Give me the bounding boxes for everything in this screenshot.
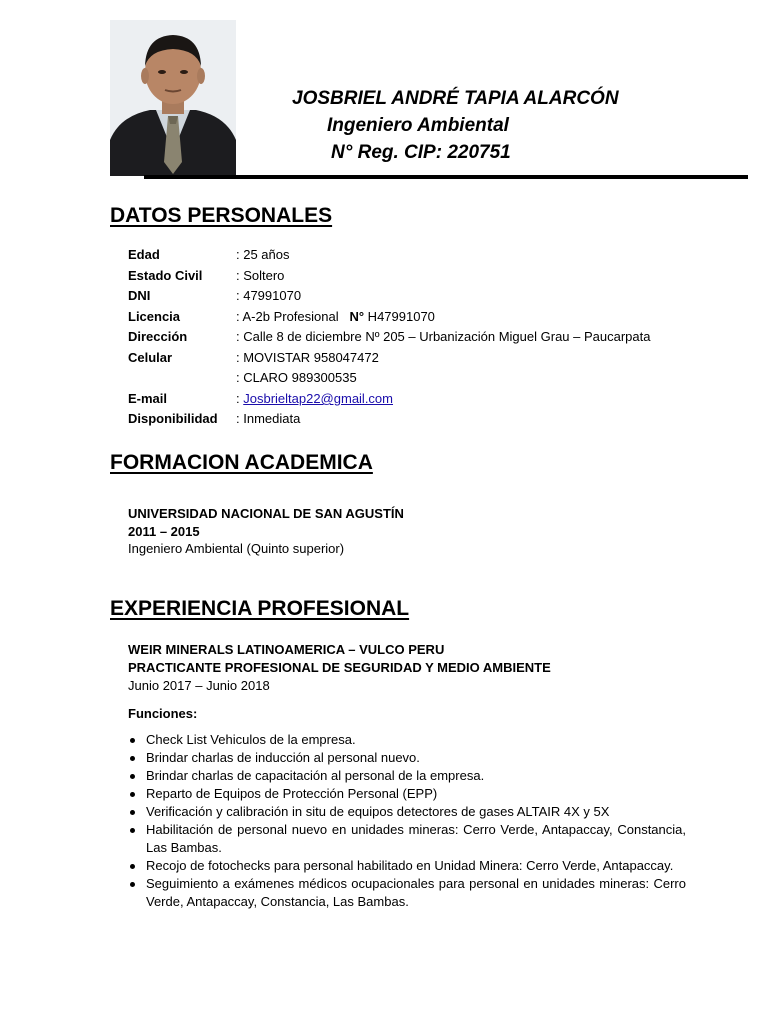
experience-functions-label: Funciones: [128,706,198,721]
bullet-icon [130,882,135,887]
bullet-icon [130,774,135,779]
bullet-icon [130,738,135,743]
availability-label: Disponibilidad [128,411,218,426]
function-text: Brindar charlas de capacitación al personal de la empresa. [146,768,485,783]
list-item [128,767,686,785]
list-item [128,803,686,821]
bullet-icon [130,756,135,761]
experience-position: PRACTICANTE PROFESIONAL DE SEGURIDAD Y MEDIO AMBIENTE [128,660,551,675]
license-label: Licencia [128,309,181,324]
person-portrait-icon [110,20,236,176]
license-number: H47991070 [364,309,435,324]
list-item [128,785,686,803]
dni-label: DNI [128,288,151,303]
phone-label: Celular [128,350,173,365]
function-text: Brindar charlas de inducción al personal nuevo. [146,750,420,765]
bullet-icon [130,828,135,833]
function-text: Check List Vehiculos de la empresa. [146,732,356,747]
experience-period: Junio 2017 – Junio 2018 [128,678,270,693]
license-value [236,307,435,327]
email-label: E-mail [128,391,168,406]
candidate-registration: N° Reg. CIP: 220751 [331,142,511,163]
candidate-profession: Ingeniero Ambiental [327,115,509,136]
age-value: : 25 años [236,247,290,262]
license-category: : A-2b Profesional [236,309,339,324]
license-number-prefix: N° [349,309,365,324]
education-university: UNIVERSIDAD NACIONAL DE SAN AGUSTÍN [128,506,404,521]
civil-value: : Soltero [236,268,285,283]
education-years: 2011 – 2015 [128,524,200,539]
experience-company: WEIR MINERALS LATINOAMERICA – VULCO PERU [128,642,445,657]
profile-photo [110,20,236,176]
bullet-icon [130,864,135,869]
functions-list [128,731,686,911]
age-label: Edad [128,247,160,262]
email-value-wrapper [236,389,393,409]
list-item [128,821,686,857]
dni-value: : 47991070 [236,288,302,303]
section-title-experience: EXPERIENCIA PROFESIONAL [110,597,410,620]
email-link[interactable]: Josbrieltap22@gmail.com [243,391,393,406]
list-item [128,875,686,911]
phone-value-claro: : CLARO 989300535 [236,370,357,385]
function-text: Seguimiento a exámenes médicos ocupacionales para personal en unidades mineras: Cerro Verde, Antapaccay, Constancia, Las Bambas. [146,876,686,909]
function-text: Verificación y calibración in situ de equipos detectores de gases ALTAIR 4X y 5X [146,804,610,819]
email-prefix: : [236,391,244,406]
section-title-education: FORMACION ACADEMICA [110,451,373,474]
function-text: Habilitación de personal nuevo en unidades mineras: Cerro Verde, Antapaccay, Constancia, Las Bambas. [146,822,686,855]
list-item [128,731,686,749]
education-degree: Ingeniero Ambiental (Quinto superior) [128,541,345,556]
function-text: Recojo de fotochecks para personal habilitado en Unidad Minera: Cerro Verde, Antapaccay. [146,858,674,873]
list-item [128,749,686,767]
candidate-name: JOSBRIEL ANDRÉ TAPIA ALARCÓN [292,88,619,109]
phone-value-movistar: : MOVISTAR 958047472 [236,350,379,365]
availability-value: : Inmediata [236,411,301,426]
header-divider [144,175,748,179]
address-value: : Calle 8 de diciembre Nº 205 – Urbanización Miguel Grau – Paucarpata [236,329,651,344]
list-item [128,857,686,875]
civil-label: Estado Civil [128,268,203,283]
bullet-icon [130,810,135,815]
section-title-personal: DATOS PERSONALES [110,204,333,227]
function-text: Reparto de Equipos de Protección Personal (EPP) [146,786,438,801]
address-label: Dirección [128,329,188,344]
bullet-icon [130,792,135,797]
